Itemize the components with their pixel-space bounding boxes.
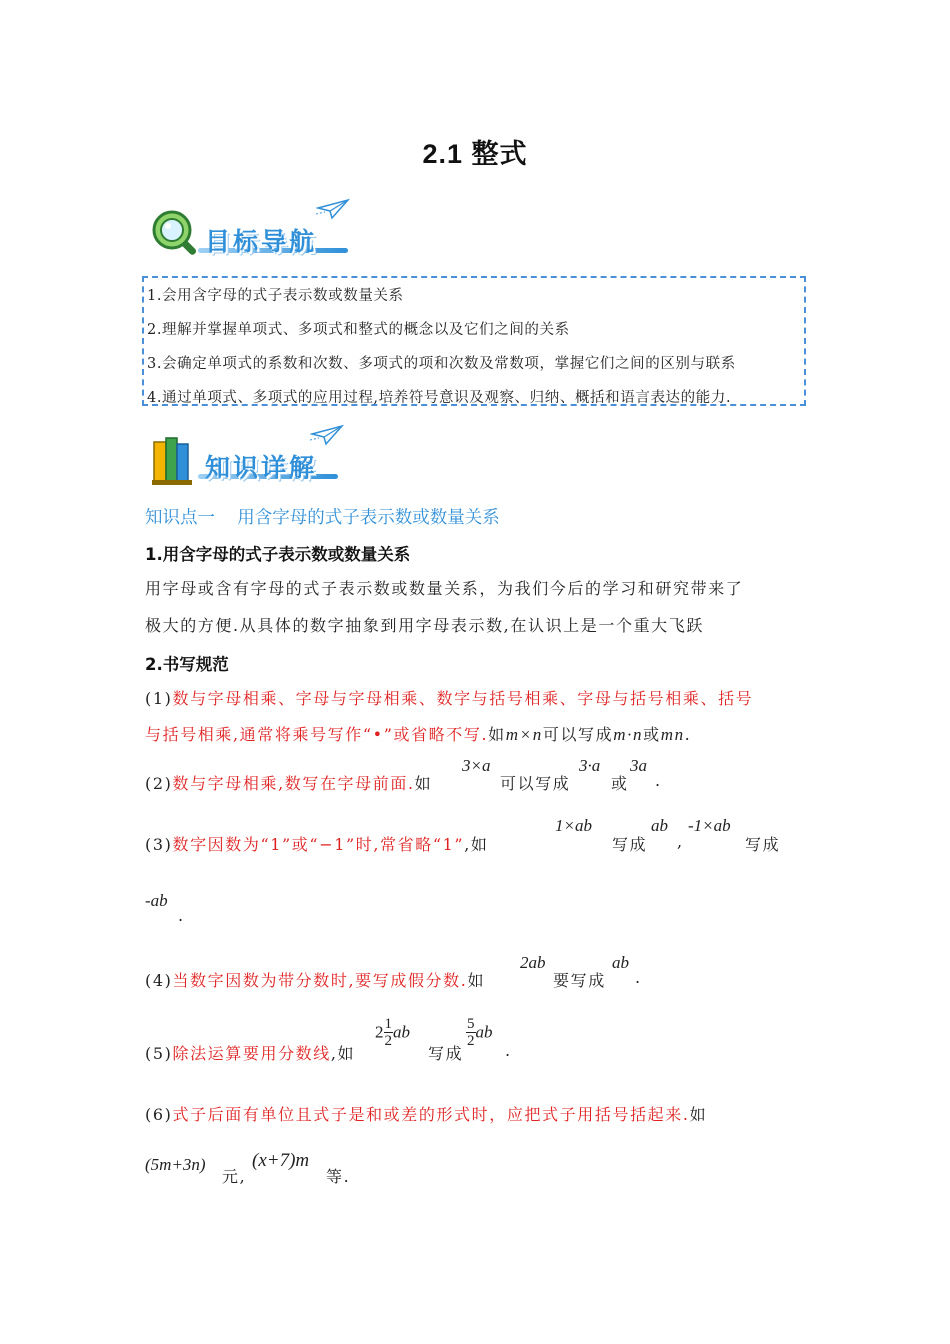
rule2-end: . <box>655 771 662 790</box>
rule1-red2: 与括号相乘,通常将乘号写作“•”或省略不写. <box>145 725 489 744</box>
goal-banner-text: 目标导航 <box>205 227 318 256</box>
rule1-text: 可以写成 <box>542 725 614 744</box>
rule3-text3: , <box>677 832 684 851</box>
rule-number: (1) <box>145 689 173 708</box>
rule-number: (2) <box>145 774 173 793</box>
rule3-math4: -ab <box>145 891 168 910</box>
rule1-line1 <box>145 686 753 709</box>
rule5-math1-frac <box>384 1016 394 1049</box>
section1-heading: 1.用含字母的式子表示数或数量关系 <box>145 545 411 564</box>
rule4-red: 当数字因数为带分数时,要写成假分数. <box>172 971 468 990</box>
magnifier-icon <box>150 208 202 260</box>
rule1-text: 如 <box>488 725 506 744</box>
rule1-red1: 数与字母相乘、字母与字母相乘、数字与括号相乘、字母与括号相乘、括号 <box>172 689 754 708</box>
section1-line2: 极大的方便.从具体的数字抽象到用字母表示数,在认识上是一个重大飞跃 <box>145 616 704 635</box>
rule6-line <box>145 1102 707 1125</box>
goal-item: 2.理解并掌握单项式、多项式和整式的概念以及它们之间的关系 <box>147 322 570 338</box>
rule2-text3: 或 <box>611 774 629 793</box>
goal-banner <box>150 198 350 262</box>
rule3-text4: 写成 <box>745 835 781 854</box>
rule2-red: 数与字母相乘,数写在字母前面. <box>172 774 415 793</box>
rule3-math3: -1×ab <box>688 816 731 835</box>
rule4-end: . <box>635 968 642 987</box>
rule1-math3: mn <box>660 725 685 744</box>
goal-item: 4.通过单项式、多项式的应用过程,培养符号意识及观察、归纳、概括和语言表达的能力. <box>147 390 732 406</box>
frac-denominator: 2 <box>467 1033 475 1049</box>
paper-plane-icon <box>316 198 350 220</box>
rule-number: (3) <box>145 835 173 854</box>
rule2-text: 如 <box>414 774 433 793</box>
rule2-text2: 可以写成 <box>500 774 571 793</box>
rule1-end: . <box>684 725 692 744</box>
frac-numerator: 1 <box>384 1016 392 1032</box>
goal-item: 1.会用含字母的式子表示数或数量关系 <box>147 288 404 304</box>
rule6-math2: (x+7)m <box>252 1150 310 1171</box>
rule3-math1: 1×ab <box>555 816 592 835</box>
rule1-text: 或 <box>643 725 661 744</box>
rule-number: (5) <box>145 1044 173 1063</box>
rule4-text2: 要写成 <box>553 971 606 990</box>
rule3-end: . <box>178 906 185 925</box>
rule5-red: 除法运算要用分数线 <box>172 1044 331 1063</box>
rule3-math2: ab <box>651 816 668 835</box>
rule5-math1-whole: 2 <box>375 1022 384 1042</box>
books-icon <box>150 436 202 486</box>
paper-plane-icon <box>310 424 344 446</box>
rule6-red: 式子后面有单位且式子是和或差的形式时，应把式子用括号括起来. <box>172 1105 690 1124</box>
rule6-math1: (5m+3n) <box>145 1155 206 1174</box>
section2-heading: 2.书写规范 <box>145 655 229 674</box>
rule3-text2: 写成 <box>612 835 648 854</box>
rule3-text: ,如 <box>464 835 489 854</box>
rule2-math1: 3×a <box>462 756 491 775</box>
rule5-math2 <box>466 1016 493 1049</box>
rule1-math2: m·n <box>613 725 644 744</box>
rule1-line2 <box>145 722 691 745</box>
rule-number: (6) <box>145 1105 173 1124</box>
rule6-text3: 等. <box>326 1167 351 1186</box>
knowledge-point-title: 知识点一 用含字母的式子表示数或数量关系 <box>145 508 500 528</box>
rule2-math2: 3·a <box>579 756 601 775</box>
rule5-math1 <box>375 1016 410 1049</box>
rule2-line <box>145 771 432 794</box>
rule5-line <box>145 1041 355 1064</box>
rule4-math1: 2ab <box>520 953 546 972</box>
rule5-text2: 写成 <box>428 1044 464 1063</box>
rule6-text2: 元, <box>222 1167 247 1186</box>
rule6-text: 如 <box>689 1105 708 1124</box>
rule4-math2: ab <box>612 953 629 972</box>
rule-number: (4) <box>145 971 173 990</box>
rule5-math1-var: ab <box>393 1022 410 1042</box>
goals-box <box>142 276 806 406</box>
rule4-line <box>145 968 485 991</box>
rule5-math2-frac <box>466 1016 476 1049</box>
rule4-text: 如 <box>467 971 486 990</box>
rule5-math2-var: ab <box>475 1022 493 1042</box>
goal-item: 3.会确定单项式的系数和次数、多项式的项和次数及常数项，掌握它们之间的区别与联系 <box>147 356 736 372</box>
rule2-math3: 3a <box>630 756 647 775</box>
rule5-end: . <box>505 1041 512 1060</box>
knowledge-banner <box>150 424 350 488</box>
frac-numerator: 5 <box>467 1016 475 1032</box>
rule3-line <box>145 832 488 855</box>
frac-denominator: 2 <box>384 1033 392 1049</box>
rule5-text: ,如 <box>330 1044 356 1063</box>
rule3-red: 数字因数为“1”或“−1”时,常省略“1” <box>172 835 465 854</box>
section1-line1: 用字母或含有字母的式子表示数或数量关系，为我们今后的学习和研究带来了 <box>145 579 744 598</box>
rule1-math1: m×n <box>505 725 543 744</box>
knowledge-banner-text: 知识详解 <box>205 453 318 482</box>
page-title: 2.1 整式 <box>422 139 528 169</box>
